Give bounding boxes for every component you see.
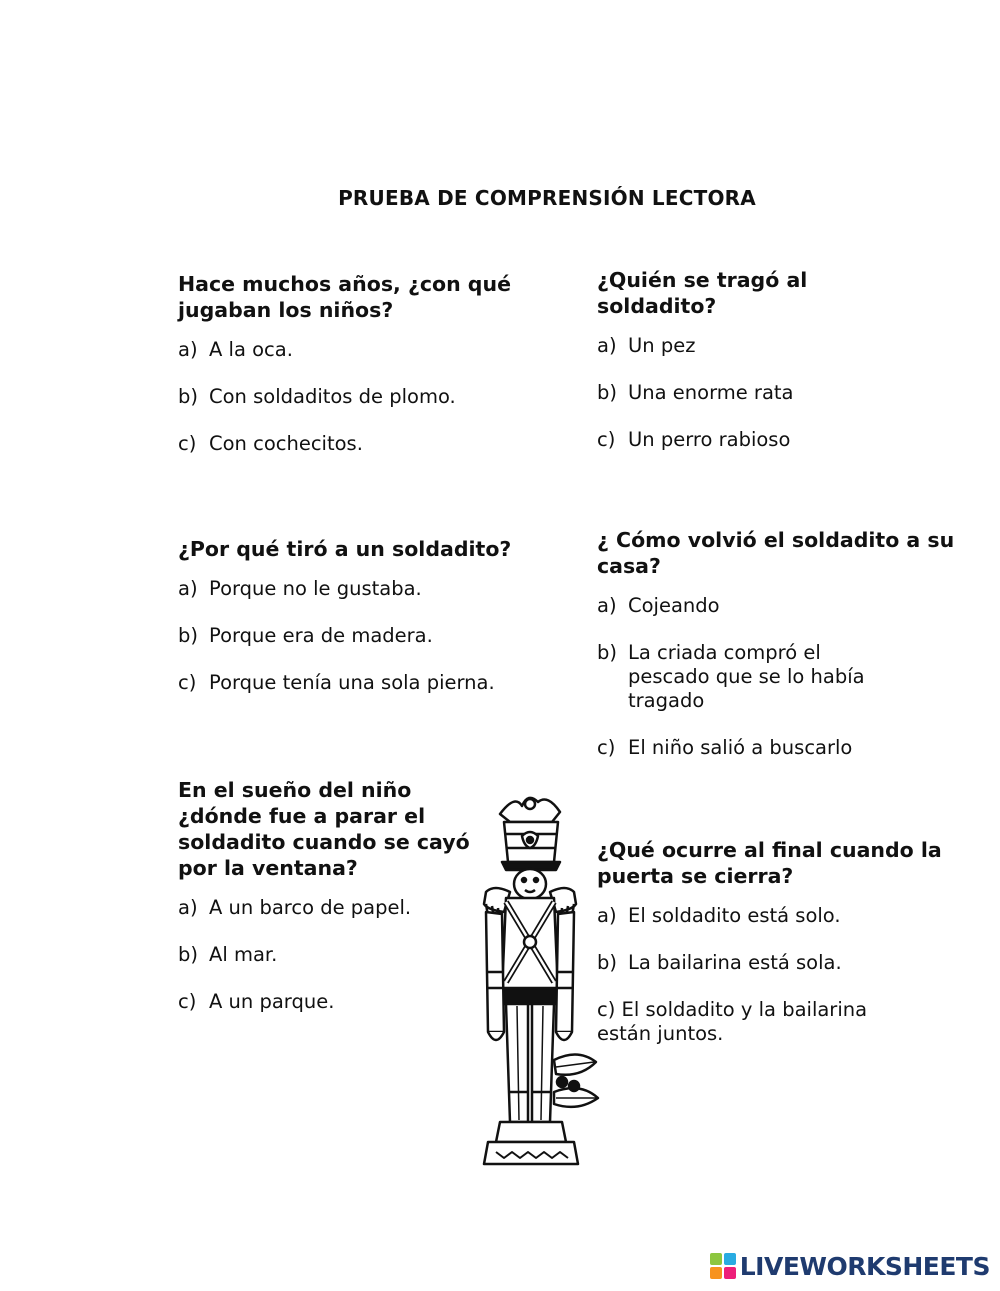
option-a[interactable]: a) El soldadito está solo. — [597, 904, 841, 927]
option-c[interactable]: c) Porque tenía una sola pierna. — [178, 671, 495, 694]
option-a[interactable]: a) A un barco de papel. — [178, 896, 412, 919]
option-b[interactable]: b) La bailarina está sola. — [597, 951, 842, 974]
option-a[interactable]: a) Un pez — [597, 334, 696, 357]
question-block-1 — [178, 271, 558, 479]
option-b[interactable]: b) Al mar. — [178, 943, 278, 966]
question-block-3 — [178, 536, 578, 718]
brand-name: LIVEWORKSHEETS — [739, 1251, 990, 1281]
option-c[interactable]: c) A un parque. — [178, 990, 335, 1013]
question-text: En el sueño del niño ¿dónde fue a parar el soldadito cuando se cayó por la ventana? — [178, 778, 470, 880]
option-b[interactable]: b) Porque era de madera. — [178, 624, 433, 647]
option-a[interactable]: a) Cojeando — [597, 594, 720, 617]
option-b[interactable]: b) Con soldaditos de plomo. — [178, 385, 456, 408]
question-block-2 — [597, 267, 857, 475]
footer-brand[interactable] — [710, 1249, 990, 1283]
option-a[interactable]: a) A la oca. — [178, 338, 293, 361]
option-a[interactable]: a) Porque no le gustaba. — [178, 577, 422, 600]
question-text: Hace muchos años, ¿con qué jugaban los niños? — [178, 272, 511, 322]
question-block-6 — [597, 837, 957, 1069]
worksheet-title: PRUEBA DE COMPRENSIÓN LECTORA — [338, 186, 756, 210]
toy-soldier-illustration — [470, 792, 600, 1174]
option-c[interactable]: c) El soldadito y la bailarina están juntos. — [597, 998, 868, 1045]
option-b[interactable]: b) Una enorme rata — [597, 381, 794, 404]
option-c[interactable]: c) El niño salió a buscarlo — [597, 736, 853, 759]
question-text: ¿ Cómo volvió el soldadito a su casa? — [597, 528, 955, 578]
question-block-4 — [597, 527, 977, 783]
question-text: ¿Por qué tiró a un soldadito? — [178, 537, 512, 561]
question-text: ¿Qué ocurre al final cuando la puerta se cierra? — [597, 838, 942, 888]
option-c[interactable]: c) Un perro rabioso — [597, 428, 791, 451]
option-c[interactable]: c) Con cochecitos. — [178, 432, 363, 455]
liveworksheets-logo-icon — [710, 1253, 736, 1279]
question-text: ¿Quién se tragó al soldadito? — [597, 268, 808, 318]
question-block-5 — [178, 777, 498, 1037]
option-b[interactable]: b) La criada compró el pescado que se lo había tragado — [597, 641, 865, 712]
